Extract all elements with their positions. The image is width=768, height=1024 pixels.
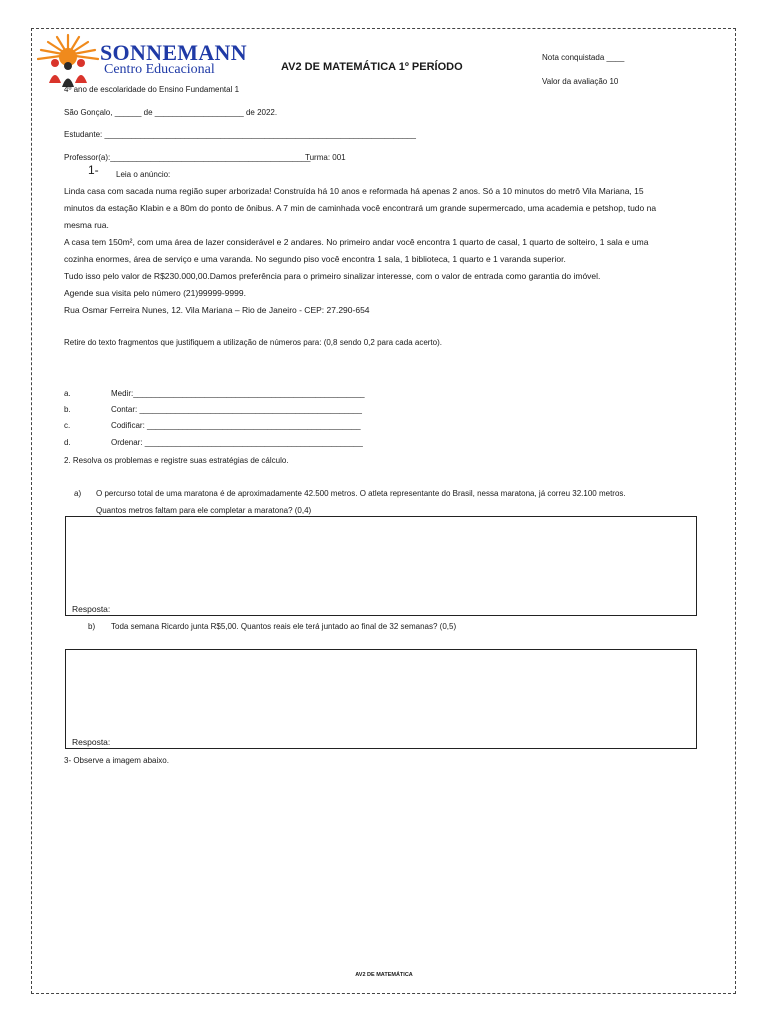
measure-answer-line[interactable]: Medir:____________________________________________________ <box>111 389 365 398</box>
item-letter: c. <box>64 421 71 430</box>
ad-line: A casa tem 150m², com uma área de lazer considerável e 2 andares. No primeiro andar você encontra 1 quarto de casal, 1 quarto de solteiro, 1 sala e uma <box>64 237 649 247</box>
question-1-number: 1- <box>88 163 99 177</box>
assessment-value: Valor da avaliação 10 <box>542 77 619 86</box>
student-field[interactable]: Estudante: ______________________________________________________________________ <box>64 130 416 139</box>
page-footer: AV2 DE MATEMÁTICA <box>355 972 413 978</box>
grade-earned: Nota conquistada ____ <box>542 53 625 62</box>
ad-line: Agende sua visita pelo número (21)99999-9999. <box>64 288 246 298</box>
school-logo-icon <box>37 33 99 89</box>
count-answer-line[interactable]: Contar: __________________________________________________ <box>111 405 362 414</box>
question-2a-text: Quantos metros faltam para ele completar a maratona? (0,4) <box>96 506 312 515</box>
ad-line: Linda casa com sacada numa região super arborizada! Construída há 10 anos e reformada há apenas 2 anos. Só a 10 minutos do metrô Vila Mariana, 15 <box>64 186 644 196</box>
item-letter: b) <box>88 622 96 631</box>
question-2a-text: O percurso total de uma maratona é de aproximadamente 42.500 metros. O atleta representante do Brasil, nessa maratona, já correu 32.100 metros. <box>96 489 626 498</box>
brand-name: SONNEMANN <box>100 40 247 65</box>
answer-box-2a[interactable] <box>65 516 697 616</box>
class-label: Turma: 001 <box>305 153 346 162</box>
question-2b-text: Toda semana Ricardo junta R$5,00. Quantos reais ele terá juntado ao final de 32 semanas? (0,5) <box>111 622 457 631</box>
question-2-heading: 2. Resolva os problemas e registre suas estratégias de cálculo. <box>64 456 289 465</box>
answer-label: Resposta: <box>72 604 111 614</box>
question-1-prompt: Leia o anúncio: <box>116 170 171 179</box>
question-1-instruction: Retire do texto fragmentos que justifiquem a utilização de números para: (0,8 sendo 0,2 para cada acerto). <box>64 338 442 347</box>
order-answer-line[interactable]: Ordenar: _________________________________________________ <box>111 438 363 447</box>
item-letter: d. <box>64 438 71 447</box>
ad-line: mesma rua. <box>64 220 109 230</box>
ad-line: Rua Osmar Ferreira Nunes, 12. Vila Mariana – Rio de Janeiro - CEP: 27.290-654 <box>64 305 370 315</box>
item-letter: a) <box>74 489 82 498</box>
exam-title: AV2 DE MATEMÁTICA 1º PERÍODO <box>281 61 463 73</box>
grade-line: 4º ano de escolaridade do Ensino Fundamental 1 <box>64 85 240 94</box>
ad-line: minutos da estação Klabin e a 80m do ponto de ônibus. A 7 min de caminhada você encontrará um grande supermercado, uma academia e petshop, tudo na <box>64 203 657 213</box>
code-answer-line[interactable]: Codificar: ________________________________________________ <box>111 421 361 430</box>
ad-line: Tudo isso pelo valor de R$230.000,00.Damos preferência para o primeiro sinalizar interesse, com o valor de entrada como garantia do imóvel. <box>64 271 601 281</box>
advertisement-text <box>64 183 696 319</box>
answer-label: Resposta: <box>72 737 111 747</box>
item-letter: b. <box>64 405 71 414</box>
question-3-heading: 3- Observe a imagem abaixo. <box>64 756 169 765</box>
teacher-field[interactable]: Professor(a):_____________________________________________ <box>64 153 311 162</box>
answer-box-2b[interactable] <box>65 649 697 749</box>
brand-subtitle: Centro Educacional <box>104 62 215 77</box>
item-letter: a. <box>64 389 71 398</box>
ad-line: cozinha enormes, área de serviço e uma varanda. No segundo piso você encontra 1 sala, 1 biblioteca, 1 quarto e 1 varanda superior. <box>64 254 566 264</box>
city-date-field[interactable]: São Gonçalo, ______ de ____________________ de 2022. <box>64 108 278 117</box>
